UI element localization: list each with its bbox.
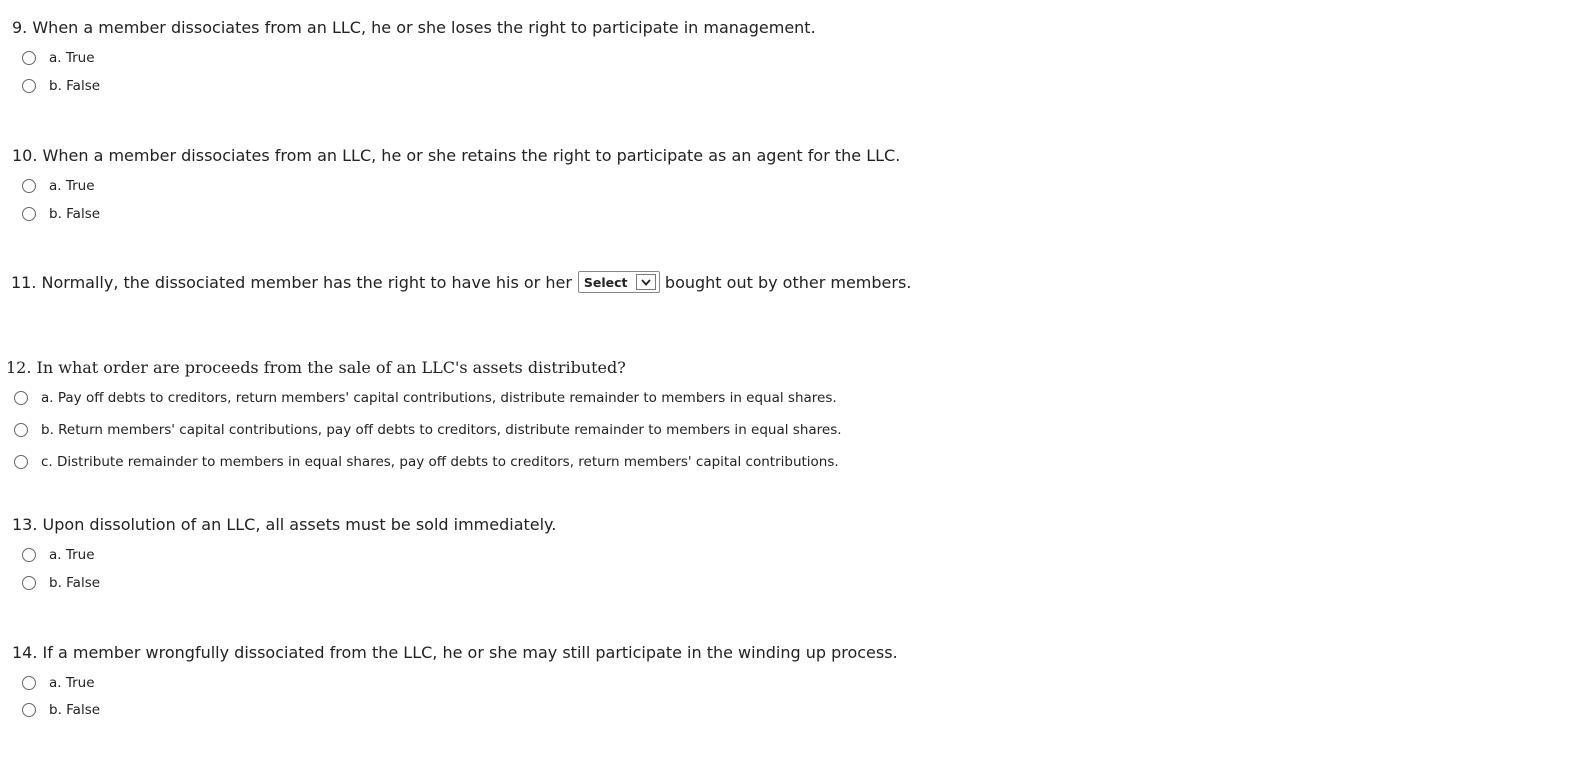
- question-9-text: 9. When a member dissociates from an LLC, he or she loses the right to participate in management.: [12, 18, 816, 37]
- question-11-text-after: bought out by other members.: [664, 272, 912, 292]
- option-label: c. Distribute remainder to members in equal shares, pay off debts to creditors, return members' capital contributions.: [41, 454, 839, 470]
- radio-button[interactable]: [22, 548, 36, 562]
- question-9-option-false[interactable]: [22, 78, 100, 94]
- option-label: a. Pay off debts to creditors, return members' capital contributions, distribute remainder to members in equal shares.: [41, 390, 837, 406]
- question-12-option-c[interactable]: [14, 454, 839, 470]
- question-14-option-true[interactable]: [22, 675, 95, 691]
- radio-button[interactable]: [14, 391, 28, 405]
- option-label: b. Return members' capital contributions, pay off debts to creditors, distribute remainder to members in equal shares.: [41, 422, 842, 438]
- option-label: b. False: [49, 206, 101, 222]
- radio-button[interactable]: [22, 51, 36, 65]
- question-10-option-true[interactable]: [22, 178, 95, 194]
- question-13-option-false[interactable]: [22, 575, 100, 591]
- option-label: a. True: [49, 50, 95, 66]
- question-11-row: [11, 271, 911, 293]
- question-10-text: 10. When a member dissociates from an LLC, he or she retains the right to participate as an agent for the LLC.: [12, 146, 901, 165]
- radio-button[interactable]: [14, 455, 28, 469]
- radio-button[interactable]: [22, 576, 36, 590]
- radio-button[interactable]: [22, 79, 36, 93]
- question-12-option-b[interactable]: [14, 422, 842, 438]
- radio-button[interactable]: [14, 423, 28, 437]
- question-11-text-before: 11. Normally, the dissociated member has the right to have his or her: [11, 272, 572, 292]
- option-label: a. True: [49, 178, 95, 194]
- option-label: b. False: [49, 702, 101, 718]
- question-11-select[interactable]: [578, 271, 660, 293]
- question-12-option-a[interactable]: [14, 390, 837, 406]
- option-label: a. True: [49, 547, 95, 563]
- select-value: Select: [583, 274, 628, 290]
- question-13-option-true[interactable]: [22, 547, 95, 563]
- radio-button[interactable]: [22, 703, 36, 717]
- radio-button[interactable]: [22, 179, 36, 193]
- question-14-option-false[interactable]: [22, 702, 100, 718]
- radio-button[interactable]: [22, 207, 36, 221]
- question-10-option-false[interactable]: [22, 206, 100, 222]
- option-label: b. False: [49, 575, 101, 591]
- chevron-down-icon[interactable]: [636, 274, 656, 290]
- question-14-text: 14. If a member wrongfully dissociated from the LLC, he or she may still participate in the winding up process.: [12, 643, 898, 662]
- question-13-text: 13. Upon dissolution of an LLC, all assets must be sold immediately.: [12, 515, 557, 534]
- question-9-option-true[interactable]: [22, 50, 95, 66]
- option-label: a. True: [49, 675, 95, 691]
- option-label: b. False: [49, 78, 101, 94]
- radio-button[interactable]: [22, 676, 36, 690]
- question-12-text: 12. In what order are proceeds from the sale of an LLC's assets distributed?: [6, 358, 626, 377]
